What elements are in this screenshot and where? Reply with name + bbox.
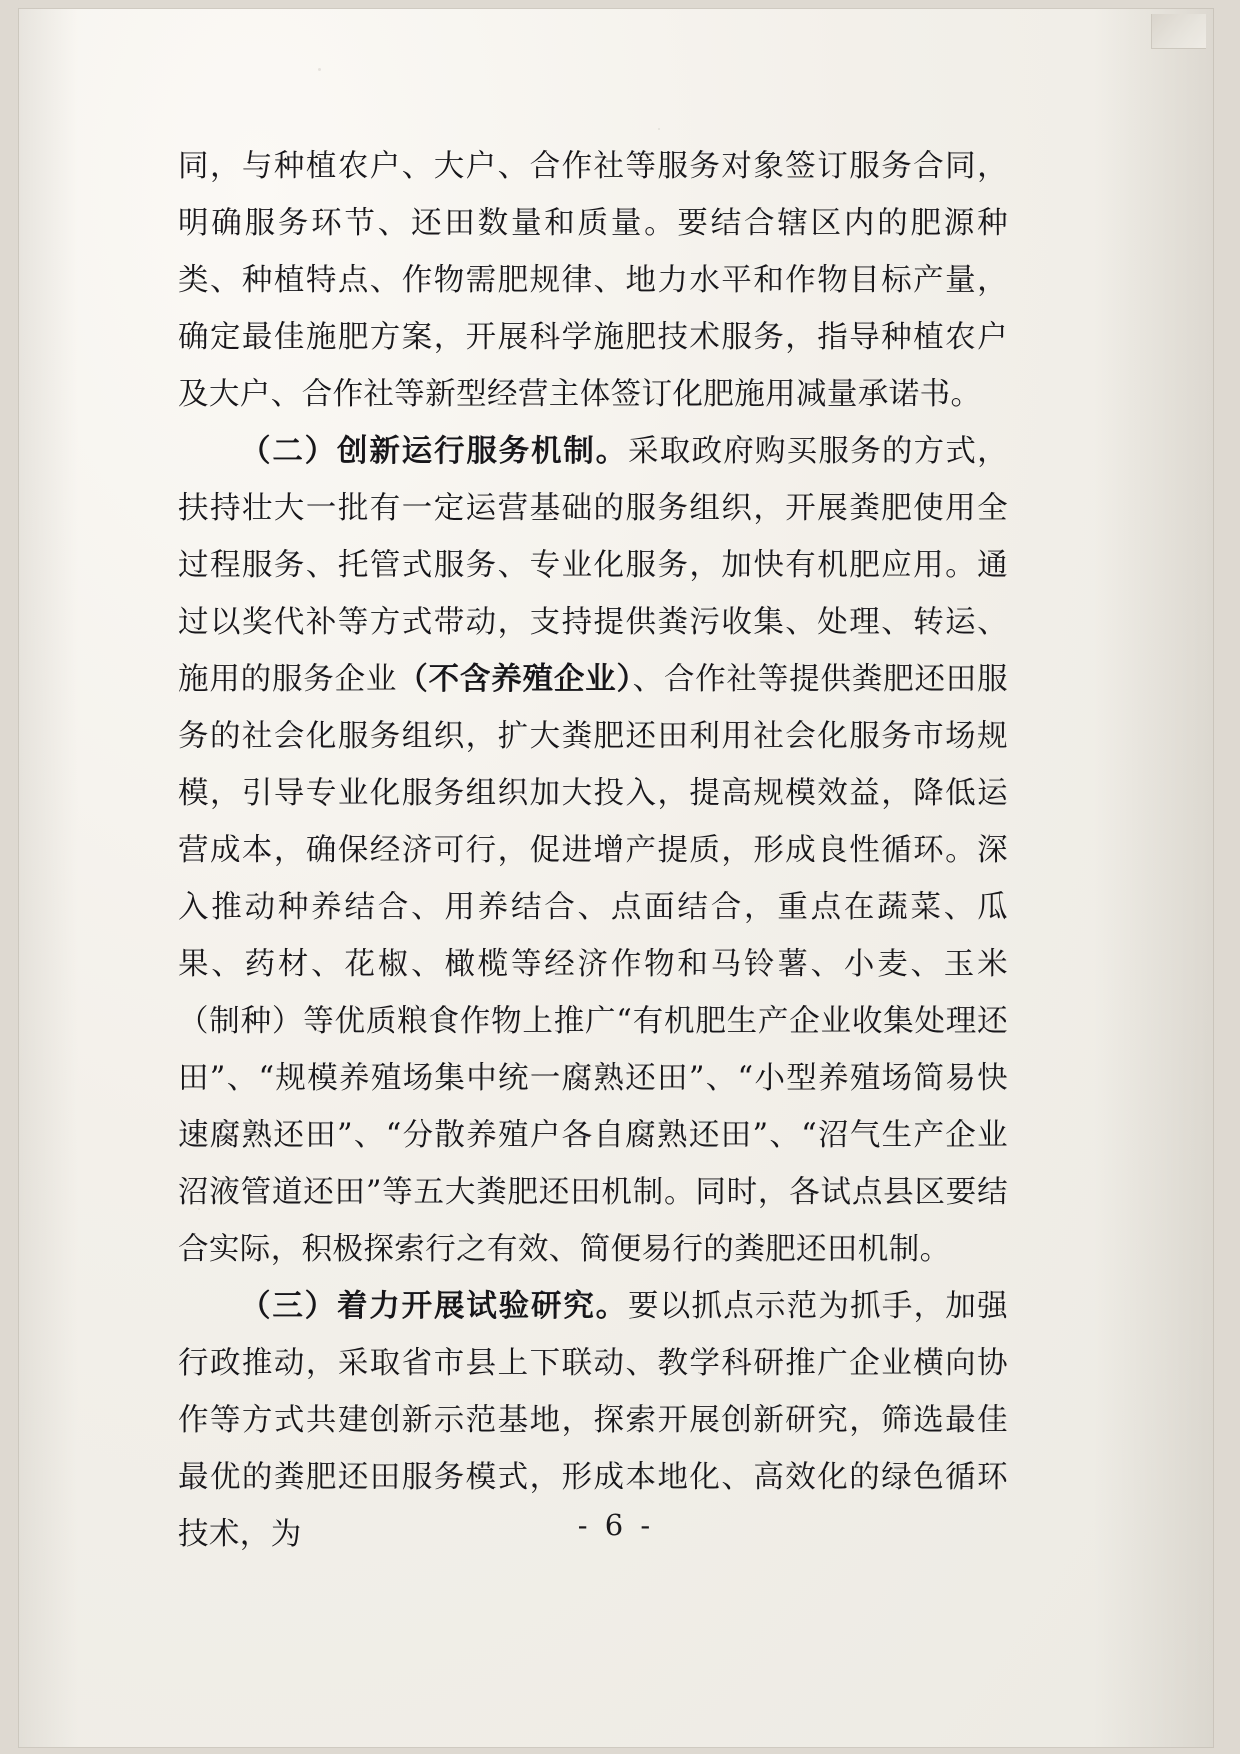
- section-heading-two: （二）创新运行服务机制。: [240, 433, 629, 469]
- page-number: - 6 -: [577, 1508, 655, 1542]
- section-two-text-after: 、合作社等提供粪肥还田服务的社会化服务组织，扩大粪肥还田利用社会化服务市场规模，引导专业化服务组织加大投入，提高规模效益，降低运营成本，确保经济可行，促进增产提质，形成良性循环。深入推动种养结合、用养结合、点面结合，重点在蔬菜、瓜果、药材、花椒、橄榄等经济作物和马铃薯、小麦、玉米（制种）等优质粮食作物上推广“有机肥生产企业收集处理还田”、“规模养殖场集中统一腐熟还田”、“小型养殖场简易快速腐熟还田”、“分散养殖户各自腐熟还田”、“沼气生产企业沼液管道还田”等五大粪肥还田机制。同时，各试点县区要结合实际，积极探索行之有效、简便易行的粪肥还田机制。: [178, 662, 1008, 1267]
- section-heading-three: （三）着力开展试验研究。: [240, 1288, 629, 1324]
- paper-speckle: [658, 128, 660, 130]
- section-two-text-before: 采取政府购买服务的方式，扶持壮大一批有一定运营基础的服务组织，开展粪肥使用全过程服务、托管式服务、专业化服务，加快有机肥应用。通过以奖代补等方式带动，支持提供粪污收集、处理、转运、施用的服务企业: [178, 434, 1008, 697]
- page-corner-fold: [1151, 14, 1206, 49]
- section-three-text: 要以抓点示范为抓手，加强行政推动，采取省市县上下联动、教学科研推广企业横向协作等方式共建创新示范基地，探索开展创新研究，筛选最佳最优的粪肥还田服务模式，形成本地化、高效化的绿色循环技术，为: [178, 1289, 1008, 1552]
- document-body: [178, 138, 1008, 1563]
- paragraph-section-two: [178, 423, 1008, 1278]
- paper-speckle: [318, 68, 321, 71]
- paragraph-continued: [178, 138, 1008, 423]
- section-two-emphasis: （不含养殖企业）: [397, 661, 633, 697]
- paragraph-text: 同，与种植农户、大户、合作社等服务对象签订服务合同，明确服务环节、还田数量和质量。要结合辖区内的肥源种类、种植特点、作物需肥规律、地力水平和作物目标产量，确定最佳施肥方案，开展科学施肥技术服务，指导种植农户及大户、合作社等新型经营主体签订化肥施用减量承诺书。: [178, 149, 1008, 412]
- paper-sheet: [18, 8, 1214, 1748]
